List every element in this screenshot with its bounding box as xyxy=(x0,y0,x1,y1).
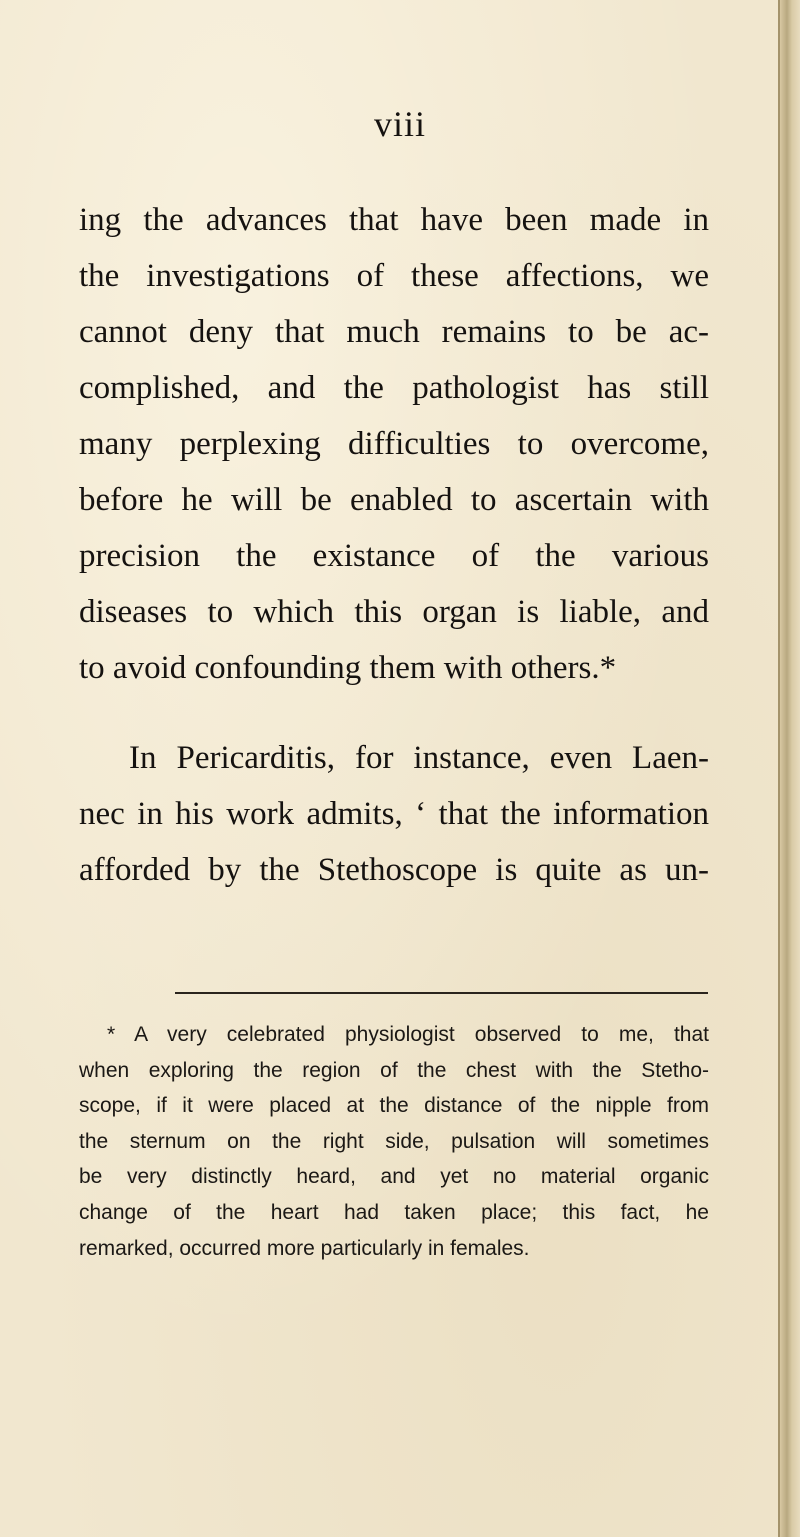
text-line: In Pericarditis, for instance, even Laen- xyxy=(129,740,709,776)
footnote-line: scope, if it were placed at the distance of the nipple from xyxy=(79,1094,709,1118)
text-line: afforded by the Stethoscope is quite as un- xyxy=(79,852,709,888)
footnote xyxy=(79,1017,709,1266)
text-line: to avoid confounding them with others.* xyxy=(79,650,617,686)
main-text xyxy=(79,192,709,898)
text-line: before he will be enabled to ascertain with xyxy=(79,482,709,518)
footnote-line: the sternum on the right side, pulsation will sometimes xyxy=(79,1129,709,1153)
footnote-line: remarked, occurred more particularly in females. xyxy=(79,1236,530,1260)
paragraph-2 xyxy=(79,730,709,898)
text-line: precision the existance of the various xyxy=(79,538,709,574)
footnote-line: when exploring the region of the chest with the Stetho- xyxy=(79,1058,709,1082)
footnote-line: change of the heart had taken place; this fact, he xyxy=(79,1200,709,1224)
paragraph-spacer xyxy=(79,696,709,730)
text-line: the investigations of these affections, we xyxy=(79,258,709,294)
text-line: many perplexing difficulties to overcome, xyxy=(79,426,709,462)
text-line: diseases to which this organ is liable, and xyxy=(79,594,709,630)
footnote-line: be very distinctly heard, and yet no material organic xyxy=(79,1165,709,1189)
page-binding-edge xyxy=(778,0,800,1537)
text-line: nec in his work admits, ‘ that the information xyxy=(79,796,709,832)
footnote-line: * A very celebrated physiologist observed to me, that xyxy=(107,1023,709,1046)
text-line: ing the advances that have been made in xyxy=(79,202,709,238)
text-line: complished, and the pathologist has still xyxy=(79,370,709,406)
paragraph-1 xyxy=(79,192,709,696)
footnote-divider xyxy=(175,992,708,994)
page-number: viii xyxy=(373,104,426,144)
text-line: cannot deny that much remains to be ac- xyxy=(79,314,709,350)
